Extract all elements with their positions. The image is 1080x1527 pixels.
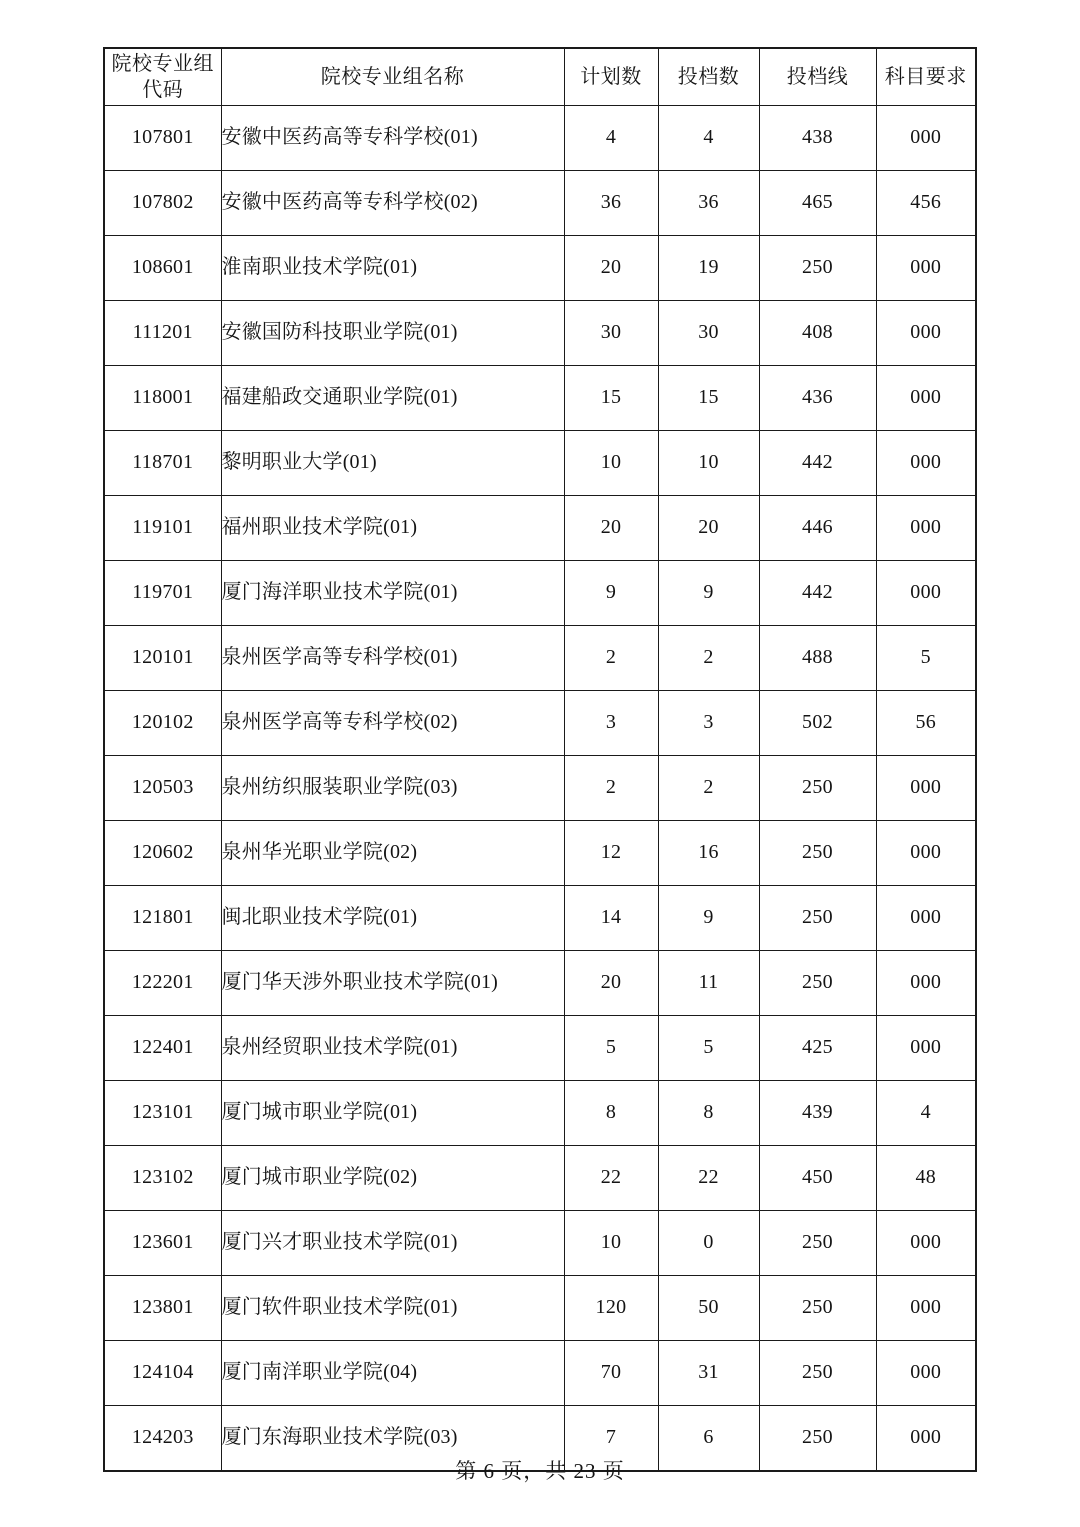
cell-name: 泉州纺织服装职业学院(03) <box>221 756 564 821</box>
table-row <box>104 1341 976 1406</box>
cell-line: 446 <box>759 496 876 561</box>
table-header-row <box>104 48 976 106</box>
cell-plan: 7 <box>564 1406 658 1472</box>
cell-name: 厦门城市职业学院(01) <box>221 1081 564 1146</box>
cell-subject: 000 <box>876 1211 976 1276</box>
cell-code: 118701 <box>104 431 221 496</box>
cell-code: 119701 <box>104 561 221 626</box>
cell-subject: 000 <box>876 236 976 301</box>
cell-filed: 19 <box>658 236 759 301</box>
cell-subject: 56 <box>876 691 976 756</box>
cell-subject: 000 <box>876 951 976 1016</box>
table-row <box>104 1146 976 1211</box>
cell-plan: 22 <box>564 1146 658 1211</box>
table-row <box>104 626 976 691</box>
cell-name: 厦门城市职业学院(02) <box>221 1146 564 1211</box>
table-row <box>104 236 976 301</box>
cell-code: 122201 <box>104 951 221 1016</box>
cell-plan: 120 <box>564 1276 658 1341</box>
column-header-line <box>759 48 876 106</box>
cell-plan: 36 <box>564 171 658 236</box>
table-row <box>104 366 976 431</box>
cell-filed: 20 <box>658 496 759 561</box>
cell-line: 436 <box>759 366 876 431</box>
cell-name: 厦门软件职业技术学院(01) <box>221 1276 564 1341</box>
column-header-name-line1: 院校专业组名称 <box>320 66 465 88</box>
cell-code: 120102 <box>104 691 221 756</box>
cell-name: 泉州经贸职业技术学院(01) <box>221 1016 564 1081</box>
table-row <box>104 1081 976 1146</box>
cell-code: 111201 <box>104 301 221 366</box>
table-row <box>104 561 976 626</box>
cell-plan: 15 <box>564 366 658 431</box>
cell-line: 250 <box>759 756 876 821</box>
cell-filed: 2 <box>658 756 759 821</box>
cell-line: 502 <box>759 691 876 756</box>
cell-filed: 4 <box>658 106 759 171</box>
cell-name: 厦门华天涉外职业技术学院(01) <box>221 951 564 1016</box>
table-row <box>104 821 976 886</box>
cell-plan: 20 <box>564 496 658 561</box>
table-body <box>104 106 976 1472</box>
cell-name: 厦门兴才职业技术学院(01) <box>221 1211 564 1276</box>
cell-filed: 30 <box>658 301 759 366</box>
cell-line: 465 <box>759 171 876 236</box>
cell-code: 123801 <box>104 1276 221 1341</box>
cell-subject: 48 <box>876 1146 976 1211</box>
cell-filed: 36 <box>658 171 759 236</box>
cell-subject: 000 <box>876 1406 976 1472</box>
column-header-line-line1: 投档线 <box>786 66 849 88</box>
cell-filed: 3 <box>658 691 759 756</box>
cell-subject: 000 <box>876 886 976 951</box>
cell-filed: 15 <box>658 366 759 431</box>
column-header-code <box>104 48 221 106</box>
table-row <box>104 951 976 1016</box>
cell-plan: 20 <box>564 236 658 301</box>
column-header-subject <box>876 48 976 106</box>
cell-line: 250 <box>759 1211 876 1276</box>
cell-plan: 30 <box>564 301 658 366</box>
table-row <box>104 106 976 171</box>
cell-name: 福建船政交通职业学院(01) <box>221 366 564 431</box>
cell-filed: 9 <box>658 886 759 951</box>
cell-name: 淮南职业技术学院(01) <box>221 236 564 301</box>
table-row <box>104 691 976 756</box>
cell-line: 450 <box>759 1146 876 1211</box>
cell-line: 250 <box>759 236 876 301</box>
cell-plan: 9 <box>564 561 658 626</box>
cell-subject: 000 <box>876 496 976 561</box>
table-row <box>104 496 976 561</box>
cell-name: 安徽中医药高等专科学校(02) <box>221 171 564 236</box>
cell-name: 泉州医学高等专科学校(02) <box>221 691 564 756</box>
table-row <box>104 1016 976 1081</box>
cell-subject: 000 <box>876 1016 976 1081</box>
cell-code: 107802 <box>104 171 221 236</box>
cell-code: 119101 <box>104 496 221 561</box>
cell-filed: 5 <box>658 1016 759 1081</box>
table-row <box>104 171 976 236</box>
admission-score-table <box>103 47 977 1472</box>
cell-plan: 70 <box>564 1341 658 1406</box>
cell-filed: 0 <box>658 1211 759 1276</box>
cell-filed: 31 <box>658 1341 759 1406</box>
column-header-code-line1: 院校专业组 <box>111 53 214 75</box>
cell-name: 泉州华光职业学院(02) <box>221 821 564 886</box>
score-table-container <box>103 47 975 1472</box>
cell-plan: 10 <box>564 431 658 496</box>
column-header-filed-line1: 投档数 <box>677 66 740 88</box>
cell-name: 闽北职业技术学院(01) <box>221 886 564 951</box>
cell-subject: 000 <box>876 756 976 821</box>
cell-filed: 2 <box>658 626 759 691</box>
cell-plan: 12 <box>564 821 658 886</box>
column-header-code-line2: 代码 <box>142 79 184 101</box>
cell-code: 121801 <box>104 886 221 951</box>
column-header-plan <box>564 48 658 106</box>
cell-code: 123601 <box>104 1211 221 1276</box>
cell-filed: 6 <box>658 1406 759 1472</box>
cell-code: 120503 <box>104 756 221 821</box>
cell-code: 122401 <box>104 1016 221 1081</box>
cell-plan: 10 <box>564 1211 658 1276</box>
table-row <box>104 1276 976 1341</box>
cell-line: 408 <box>759 301 876 366</box>
page-footer: 第 6 页，共 23 页 <box>455 1459 625 1483</box>
table-row <box>104 756 976 821</box>
cell-line: 442 <box>759 561 876 626</box>
cell-plan: 14 <box>564 886 658 951</box>
cell-name: 厦门海洋职业技术学院(01) <box>221 561 564 626</box>
cell-code: 107801 <box>104 106 221 171</box>
cell-line: 250 <box>759 821 876 886</box>
cell-subject: 000 <box>876 1276 976 1341</box>
cell-plan: 20 <box>564 951 658 1016</box>
cell-plan: 8 <box>564 1081 658 1146</box>
table-header <box>104 48 976 106</box>
cell-name: 安徽中医药高等专科学校(01) <box>221 106 564 171</box>
column-header-name <box>221 48 564 106</box>
cell-line: 425 <box>759 1016 876 1081</box>
cell-code: 120602 <box>104 821 221 886</box>
cell-plan: 2 <box>564 756 658 821</box>
cell-subject: 000 <box>876 106 976 171</box>
cell-code: 108601 <box>104 236 221 301</box>
cell-line: 488 <box>759 626 876 691</box>
cell-filed: 10 <box>658 431 759 496</box>
cell-code: 123102 <box>104 1146 221 1211</box>
cell-plan: 2 <box>564 626 658 691</box>
cell-filed: 22 <box>658 1146 759 1211</box>
cell-subject: 000 <box>876 1341 976 1406</box>
cell-plan: 5 <box>564 1016 658 1081</box>
cell-filed: 9 <box>658 561 759 626</box>
table-row <box>104 1211 976 1276</box>
cell-subject: 000 <box>876 431 976 496</box>
cell-line: 250 <box>759 1276 876 1341</box>
cell-code: 123101 <box>104 1081 221 1146</box>
cell-filed: 11 <box>658 951 759 1016</box>
cell-line: 442 <box>759 431 876 496</box>
cell-code: 124203 <box>104 1406 221 1472</box>
cell-name: 黎明职业大学(01) <box>221 431 564 496</box>
cell-subject: 4 <box>876 1081 976 1146</box>
column-header-filed <box>658 48 759 106</box>
cell-code: 118001 <box>104 366 221 431</box>
cell-plan: 3 <box>564 691 658 756</box>
column-header-subject-line1: 科目要求 <box>884 66 967 88</box>
table-row <box>104 886 976 951</box>
cell-line: 250 <box>759 1341 876 1406</box>
column-header-plan-line1: 计划数 <box>580 66 642 88</box>
cell-subject: 000 <box>876 301 976 366</box>
cell-name: 厦门东海职业技术学院(03) <box>221 1406 564 1472</box>
cell-subject: 456 <box>876 171 976 236</box>
cell-line: 250 <box>759 886 876 951</box>
cell-filed: 50 <box>658 1276 759 1341</box>
cell-line: 438 <box>759 106 876 171</box>
cell-code: 124104 <box>104 1341 221 1406</box>
cell-subject: 000 <box>876 561 976 626</box>
cell-name: 泉州医学高等专科学校(01) <box>221 626 564 691</box>
cell-name: 安徽国防科技职业学院(01) <box>221 301 564 366</box>
cell-filed: 16 <box>658 821 759 886</box>
cell-code: 120101 <box>104 626 221 691</box>
table-row <box>104 431 976 496</box>
cell-name: 福州职业技术学院(01) <box>221 496 564 561</box>
cell-filed: 8 <box>658 1081 759 1146</box>
cell-subject: 5 <box>876 626 976 691</box>
cell-line: 250 <box>759 1406 876 1472</box>
cell-subject: 000 <box>876 366 976 431</box>
cell-line: 250 <box>759 951 876 1016</box>
cell-plan: 4 <box>564 106 658 171</box>
cell-line: 439 <box>759 1081 876 1146</box>
cell-name: 厦门南洋职业学院(04) <box>221 1341 564 1406</box>
cell-subject: 000 <box>876 821 976 886</box>
table-row <box>104 301 976 366</box>
